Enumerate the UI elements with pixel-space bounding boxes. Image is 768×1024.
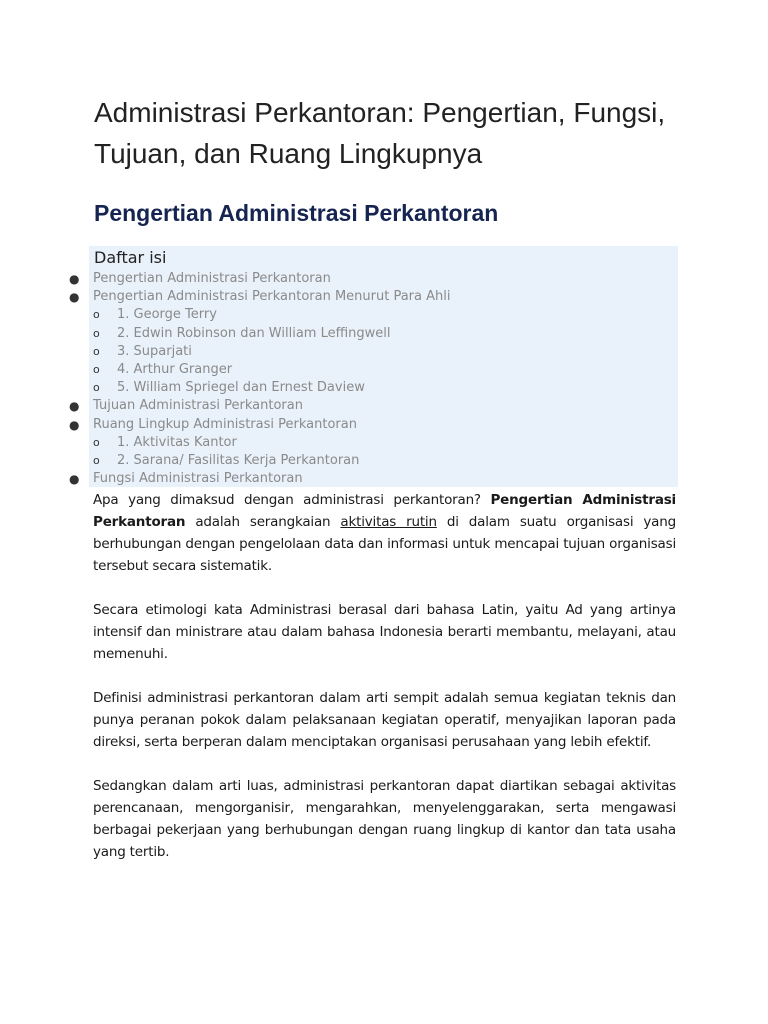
- toc-link[interactable]: Ruang Lingkup Administrasi Perkantoran: [93, 416, 357, 432]
- paragraph: Definisi administrasi perkantoran dalam arti sempit adalah semua kegiatan teknis dan punya peranan pokok dalam pelaksanaan kegiatan operatif, menyajikan laporan pada direksi, serta berperan dalam menciptakan organisasi perusahaan yang lebih efektif.: [93, 690, 676, 750]
- toc-subitem[interactable]: [0, 361, 700, 379]
- toc-subitem[interactable]: [0, 306, 700, 324]
- toc-item[interactable]: [0, 416, 700, 434]
- bullet-icon: ●: [69, 472, 80, 487]
- toc-link[interactable]: Tujuan Administrasi Perkantoran: [93, 398, 303, 414]
- circle-bullet-icon: o: [93, 435, 100, 449]
- paragraph: Sedangkan dalam arti luas, administrasi perkantoran dapat diartikan sebagai aktivitas perencanaan, mengorganisir, mengarahkan, menyelenggarakan, serta mengawasi berbagai pekerjaan yang berhubungan dengan ruang lingkup di kantor dan tata usaha yang tertib.: [93, 778, 676, 860]
- toc-subitem[interactable]: [0, 452, 700, 470]
- toc-link[interactable]: 4. Arthur Granger: [117, 361, 233, 377]
- toc-title: Daftar isi: [94, 248, 167, 267]
- toc-subitem[interactable]: [0, 325, 700, 343]
- toc-link[interactable]: Fungsi Administrasi Perkantoran: [93, 471, 303, 487]
- bold-term: Pengertian Administrasi Perkantoran: [93, 492, 676, 530]
- toc-item[interactable]: [0, 288, 700, 306]
- paragraph-text: adalah serangkaian: [185, 514, 341, 530]
- section-heading: Pengertian Administrasi Perkantoran: [94, 200, 499, 226]
- circle-bullet-icon: o: [93, 381, 100, 395]
- toc-subitem[interactable]: [0, 343, 700, 361]
- toc-link[interactable]: Pengertian Administrasi Perkantoran Menurut Para Ahli: [93, 289, 451, 305]
- bullet-icon: ●: [69, 417, 80, 432]
- toc-link[interactable]: 5. William Spriegel dan Ernest Daview: [117, 380, 365, 396]
- toc-link[interactable]: 1. Aktivitas Kantor: [117, 434, 237, 450]
- circle-bullet-icon: o: [93, 326, 100, 340]
- toc-link[interactable]: 2. Sarana/ Fasilitas Kerja Perkantoran: [117, 452, 360, 468]
- bullet-icon: ●: [69, 272, 80, 286]
- inline-link[interactable]: aktivitas rutin: [340, 514, 437, 530]
- document-title: Administrasi Perkantoran: Pengertian, Fungsi, Tujuan, dan Ruang Lingkupnya: [94, 97, 666, 169]
- article-body: [93, 489, 676, 885]
- paragraph-text: Apa yang dimaksud dengan administrasi perkantoran?: [93, 492, 491, 508]
- circle-bullet-icon: o: [93, 308, 100, 322]
- bullet-icon: ●: [69, 399, 80, 414]
- paragraph: [93, 489, 676, 577]
- paragraph-text: di dalam suatu organisasi yang berhubungan dengan pengelolaan data dan informasi untuk mencapai tujuan organisasi tersebut secara sistematik.: [93, 514, 676, 574]
- bullet-icon: ●: [69, 290, 80, 305]
- toc-link[interactable]: Pengertian Administrasi Perkantoran: [93, 271, 331, 286]
- toc-subitem[interactable]: [0, 379, 700, 397]
- toc-item[interactable]: [0, 470, 700, 488]
- toc-link[interactable]: 1. George Terry: [117, 307, 217, 323]
- paragraph: Secara etimologi kata Administrasi berasal dari bahasa Latin, yaitu Ad yang artinya intensif dan ministrare atau dalam bahasa Indonesia berarti membantu, melayani, atau memenuhi.: [93, 602, 676, 662]
- toc-item[interactable]: [0, 270, 700, 288]
- toc-subitem[interactable]: [0, 434, 700, 452]
- toc-item[interactable]: [0, 397, 700, 415]
- circle-bullet-icon: o: [93, 344, 100, 358]
- toc-link[interactable]: 3. Suparjati: [117, 343, 192, 359]
- toc-link[interactable]: 2. Edwin Robinson dan William Leffingwell: [117, 325, 391, 341]
- circle-bullet-icon: o: [93, 453, 100, 467]
- circle-bullet-icon: o: [93, 362, 100, 376]
- toc-list: [0, 270, 700, 488]
